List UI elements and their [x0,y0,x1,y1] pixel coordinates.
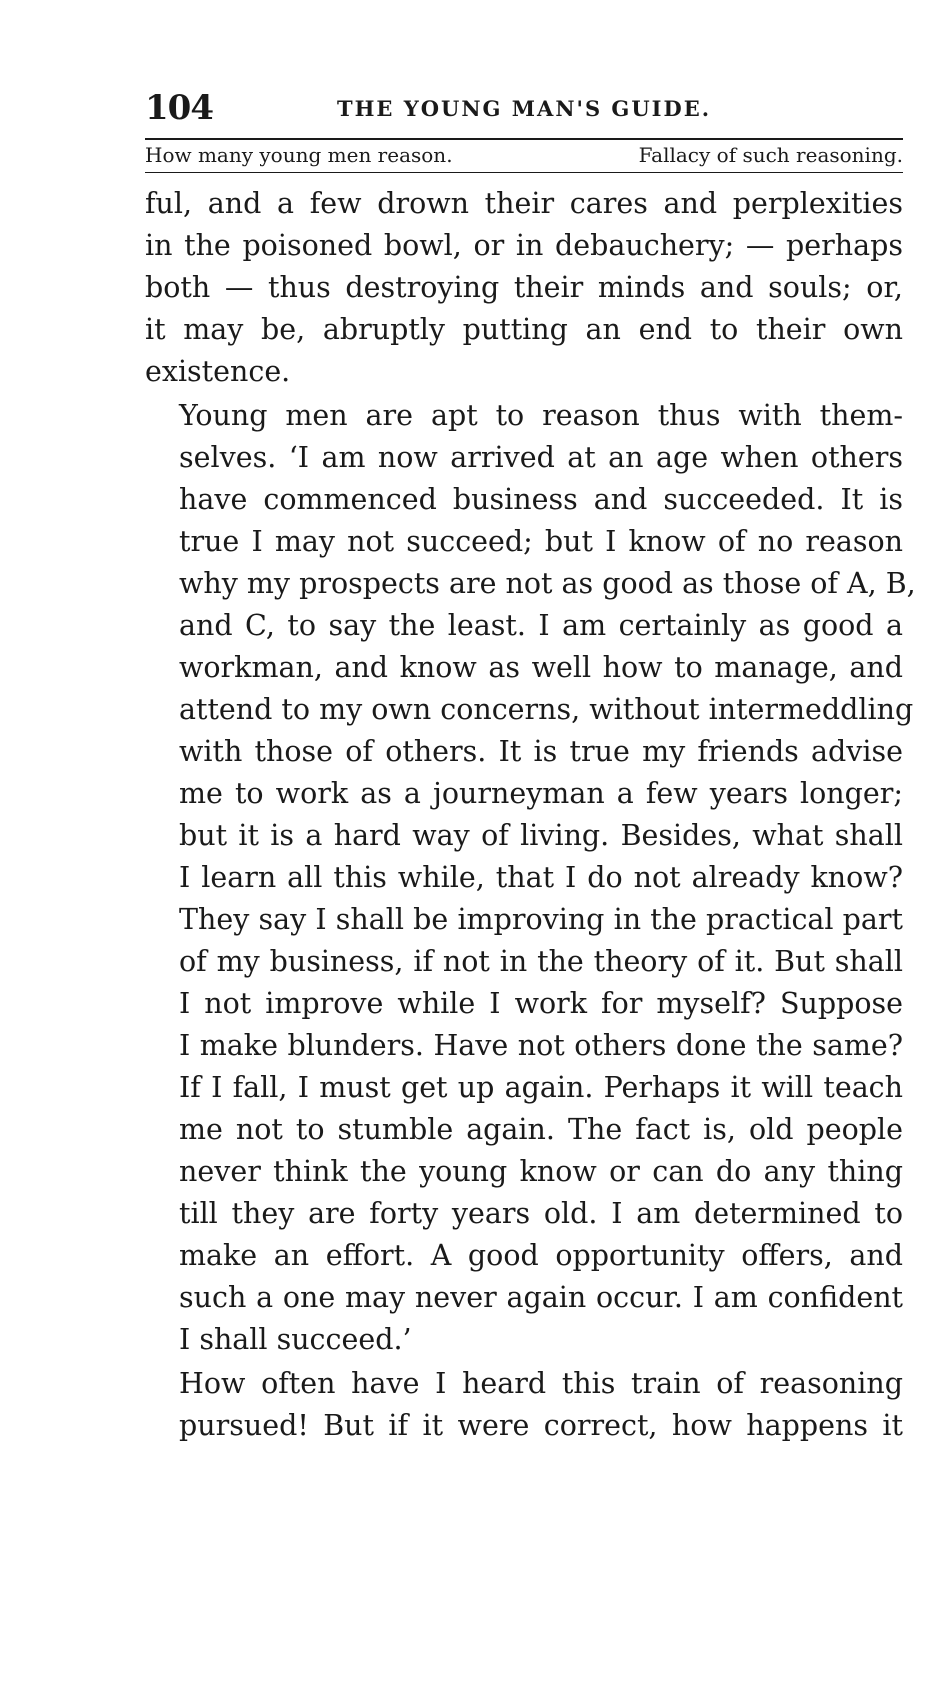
text-line: true I may not succeed; but I know of no reason [179,525,903,558]
text-line: They say I shall be improving in the practical part [179,903,903,936]
text-line: Young men are apt to reason thus with them- [179,399,903,432]
text-line: attend to my own concerns, without intermeddling [179,693,914,726]
paragraph-1 [145,183,903,393]
text-line: me not to stumble again. The fact is, old people [179,1113,903,1146]
text-line: pursued! But if it were correct, how happens it [179,1409,903,1442]
topic-header [145,138,903,173]
text-line: of my business, if not in the theory of it. But shall [179,945,903,978]
topic-left: How many young men reason. [145,143,453,167]
text-line: why my prospects are not as good as those of A, B, [179,567,916,600]
topic-right: Fallacy of such reasoning. [638,143,903,167]
paragraph-2 [145,395,916,1361]
running-head [145,88,903,138]
text-line: but it is a hard way of living. Besides, what shall [179,819,903,852]
text-line: I make blunders. Have not others done the same? [179,1029,903,1062]
text-line: I not improve while I work for myself? Suppose [179,987,903,1020]
text-line: workman, and know as well how to manage, and [179,651,903,684]
text-line: How often have I heard this train of reasoning [179,1367,903,1400]
text-line: and C, to say the least. I am certainly as good a [179,609,903,642]
paragraph-3 [145,1363,903,1447]
text-line: never think the young know or can do any thing [179,1155,903,1188]
text-line: I learn all this while, that I do not already know? [179,861,903,894]
text-line: I shall succeed.’ [179,1323,412,1356]
text-line: till they are forty years old. I am determined to [179,1197,903,1230]
page-number: 104 [145,88,213,128]
book-title: THE YOUNG MAN'S GUIDE. [336,96,712,121]
text-line: have commenced business and succeeded. It is [179,483,903,516]
text-line: If I fall, I must get up again. Perhaps it will teach [179,1071,903,1104]
text-line: selves. ‘I am now arrived at an age when others [179,441,903,474]
text-line: with those of others. It is true my friends advise [179,735,903,768]
text-line: ful, and a few drown their cares and perplexities [145,187,903,220]
text-line: existence. [145,355,291,388]
text-line: such a one may never again occur. I am confident [179,1281,903,1314]
text-line: in the poisoned bowl, or in debauchery; — perhaps [145,229,903,262]
text-line: me to work as a journeyman a few years longer; [179,777,903,810]
text-line: both — thus destroying their minds and souls; or, [145,271,903,304]
text-line: make an effort. A good opportunity offers, and [179,1239,903,1272]
text-line: it may be, abruptly putting an end to their own [145,313,903,346]
book-page [145,88,916,1447]
body-text [145,183,916,1447]
